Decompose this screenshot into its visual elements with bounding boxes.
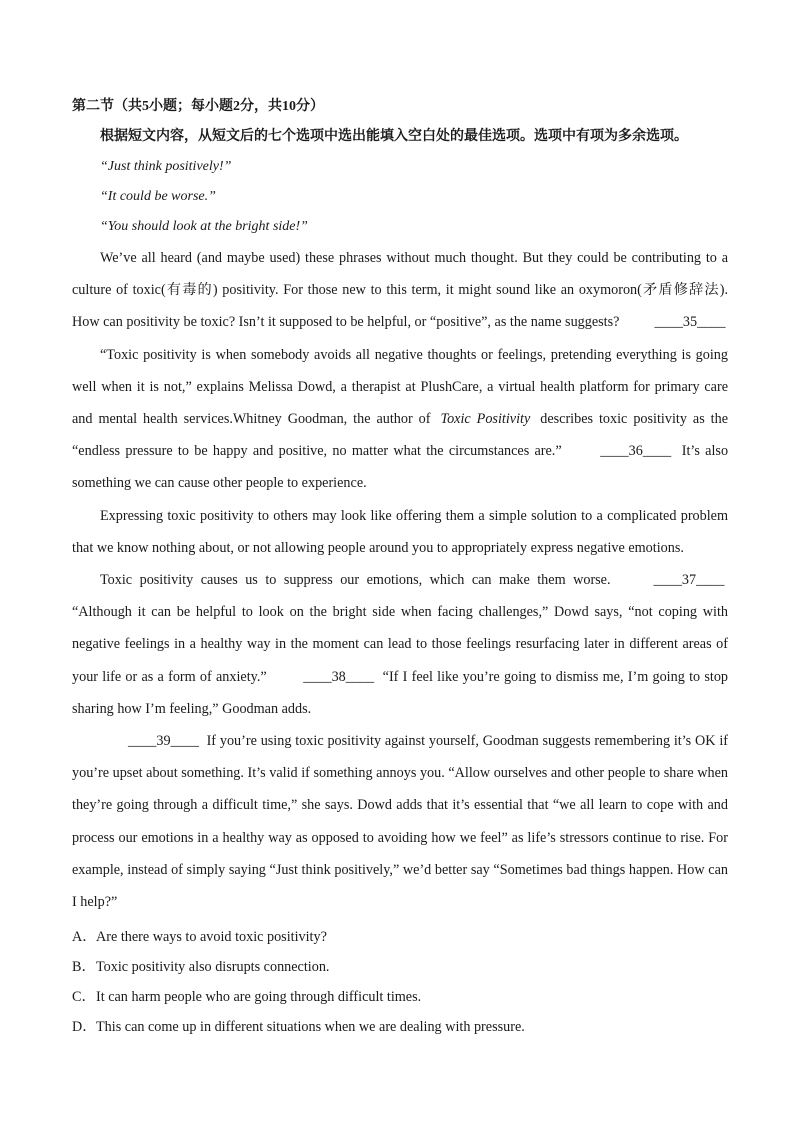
quote-line: “Just think positively!”: [100, 159, 232, 174]
paragraph-2: [72, 339, 728, 500]
option-b: [72, 952, 728, 982]
blank-38: ____38____: [303, 668, 375, 685]
option-letter: A．: [72, 929, 97, 946]
paragraph-4: [72, 564, 728, 725]
blank-36: ____36____: [600, 443, 672, 460]
book-title: Toxic Positivity: [440, 411, 531, 428]
paragraph-text: If you’re using toxic positivity against yourself, Goodman suggests remembering it’s OK if you’re upset about something. It’s valid if something annoys you. “Allow ourselves and other people to share when they’re going through a difficult time,” she says. Dowd adds that it’s essential that “we all learn to cope with and process our emotions in a healthy way as opposed to avoiding how we feel” as life’s stressors continue to rise. For example, instead of simply saying “Just think positively,” we’d better say “Sometimes bad things happen. How can I help?”: [72, 733, 729, 911]
blank-37: ____37____: [653, 572, 725, 589]
blank-35: ____35____: [654, 314, 726, 331]
option-a: [72, 922, 728, 952]
paragraph-text: “If I feel like you’re going to dismiss me, I’m going to stop sharing how I’m feeling,” Goodman adds.: [72, 668, 729, 717]
option-d: [72, 1012, 728, 1042]
paragraph-text: Toxic positivity causes us to suppress our emotions, which can make them worse.: [100, 572, 611, 589]
paragraph-text: describes toxic positivity as the “endless pressure to be happy and positive, no matter what the circumstances are.”: [72, 411, 729, 460]
quote-line: “It could be worse.”: [100, 189, 216, 204]
option-letter: C．: [72, 989, 96, 1006]
option-text: It can harm people who are going through difficult times.: [96, 989, 422, 1006]
paragraph-5: [72, 725, 728, 918]
option-text: This can come up in different situations when we are dealing with pressure.: [96, 1019, 525, 1036]
option-c: [72, 982, 728, 1012]
option-text: Toxic positivity also disrupts connection.: [96, 959, 330, 976]
option-letter: D．: [72, 1019, 97, 1036]
option-letter: B．: [72, 959, 96, 976]
section-instruction: 根据短文内容，从短文后的七个选项中选出能填入空白处的最佳选项。选项中有项为多余选项。: [100, 129, 688, 144]
blank-39: ____39____: [128, 733, 199, 750]
paragraph-text: “Although it can be helpful to look on the bright side when facing challenges,” Dowd says, “not coping with negative feelings in a healthy way in the moment can lead to those feelings resurfacing later in different areas of your life or as a form of anxiety.”: [72, 604, 728, 685]
paragraph-text: Expressing toxic positivity to others may look like offering them a simple solution to a complicated problem that we know nothing about, or not allowing people around you to appropriately express negative emotions.: [72, 507, 728, 556]
paragraph-3: [72, 500, 728, 564]
paragraph-text: We’ve all heard (and maybe used) these phrases without much thought. But they could be contributing to a culture of toxic(有毒的) positivity. For those new to this term, it might sound like an oxymoron(矛盾修辞法). How can positivity be toxic? Isn’t it supposed to be helpful, or “positive”, as the name suggests?: [72, 250, 728, 331]
quote-line: “You should look at the bright side!”: [100, 219, 308, 234]
document-page: [72, 92, 728, 1042]
paragraph-1: [72, 242, 728, 339]
options-list: [72, 922, 728, 1042]
option-text: Are there ways to avoid toxic positivity?: [96, 929, 327, 946]
paragraph-text: “Toxic positivity is when somebody avoids all negative thoughts or feelings, pretending everything is going well when it is not,” explains Melissa Dowd, a therapist at PlushCare, a virtual health platform for primary care and mental health services.Whitney Goodman, the author of: [72, 346, 728, 428]
paragraph-text: It’s also something we can cause other people to experience.: [72, 443, 729, 492]
section-heading: 第二节（共5小题；每小题2分，共10分）: [72, 99, 324, 114]
